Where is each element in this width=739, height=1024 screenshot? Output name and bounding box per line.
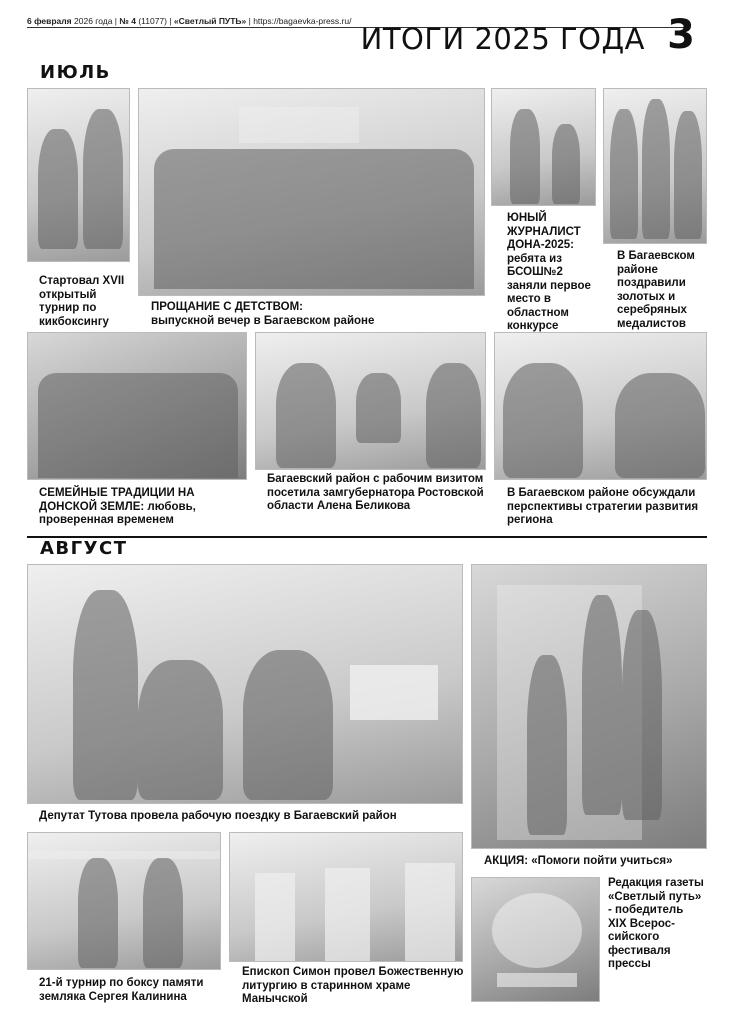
page-title: ИТОГИ 2025 ГОДА bbox=[360, 22, 645, 56]
graduation-title: ПРОЩАНИЕ С ДЕТСТВОМ: bbox=[151, 301, 303, 313]
caption-visit: Багаевский район с рабочим визитом посетила замгубернатора Ростовской области Алена Беликова bbox=[267, 473, 484, 512]
newspaper-name: «Светлый ПУТЬ» bbox=[173, 16, 247, 26]
issue-total-number: (11077) bbox=[135, 16, 167, 26]
newspaper-url[interactable]: https://bagaevka-press.ru/ bbox=[253, 16, 352, 26]
caption-graduation bbox=[151, 301, 481, 328]
caption-festival: Редакция газеты «Светлый путь» - победитель XIX Всерос-сийского фестиваля прессы bbox=[608, 877, 704, 970]
august-divider bbox=[27, 536, 707, 538]
issue-year: 2026 года bbox=[71, 16, 113, 26]
kickboxing-photo bbox=[27, 88, 130, 262]
family-subtitle: любовь, проверенная временем bbox=[39, 500, 196, 526]
section-label-august: АВГУСТ bbox=[40, 538, 128, 559]
caption-deputy: Депутат Тутова провела рабочую поездку в Багаевский район bbox=[39, 810, 397, 822]
boxing-photo bbox=[27, 832, 221, 970]
issue-date: 6 февраля bbox=[27, 16, 72, 26]
caption-family bbox=[39, 487, 244, 528]
family-traditions-photo bbox=[27, 332, 247, 480]
journalist-photo bbox=[491, 88, 596, 206]
strategy-photo bbox=[494, 332, 707, 480]
graduation-photo bbox=[138, 88, 485, 296]
family-title: СЕМЕЙНЫЕ ТРАДИЦИИ НА ДОНСКОЙ ЗЕМЛЕ: bbox=[39, 487, 195, 513]
medalists-photo bbox=[603, 88, 707, 244]
issue-number: № 4 bbox=[119, 16, 136, 26]
issue-header: 6 февраля 2026 года | № 4 (11077) | «Светлый ПУТЬ» | https://bagaevka-press.ru/ bbox=[27, 16, 352, 26]
caption-school-action: АКЦИЯ: «Помоги пойти учиться» bbox=[484, 855, 673, 867]
section-label-july: ИЮЛЬ bbox=[40, 62, 111, 83]
bishop-photo bbox=[229, 832, 463, 962]
school-action-photo bbox=[471, 564, 707, 849]
caption-journalist: ЮНЫЙ ЖУРНАЛИСТ ДОНА-2025: ребята из БСОШ№2 заняли первое место в областном конкурсе bbox=[507, 212, 591, 332]
caption-medalists: В Багаевском районе поздравили золотых и серебряных медалистов bbox=[617, 250, 695, 330]
deputy-photo bbox=[27, 564, 463, 804]
graduation-subtitle: выпускной вечер в Багаевском районе bbox=[151, 314, 375, 327]
caption-bishop: Епископ Симон провел Божественную литургию в старинном храме Манычской bbox=[242, 966, 464, 1005]
visit-photo bbox=[255, 332, 486, 470]
page-number: 3 bbox=[667, 12, 695, 58]
festival-award-photo bbox=[471, 877, 600, 1002]
caption-strategy: В Багаевском районе обсуждали перспективы стратегии развития региона bbox=[507, 487, 699, 526]
caption-kickboxing: Стартовал XVII открытый турнир по кикбоксингу bbox=[39, 275, 125, 328]
caption-boxing: 21-й турнир по боксу памяти земляка Сергея Калинина bbox=[39, 977, 204, 1003]
